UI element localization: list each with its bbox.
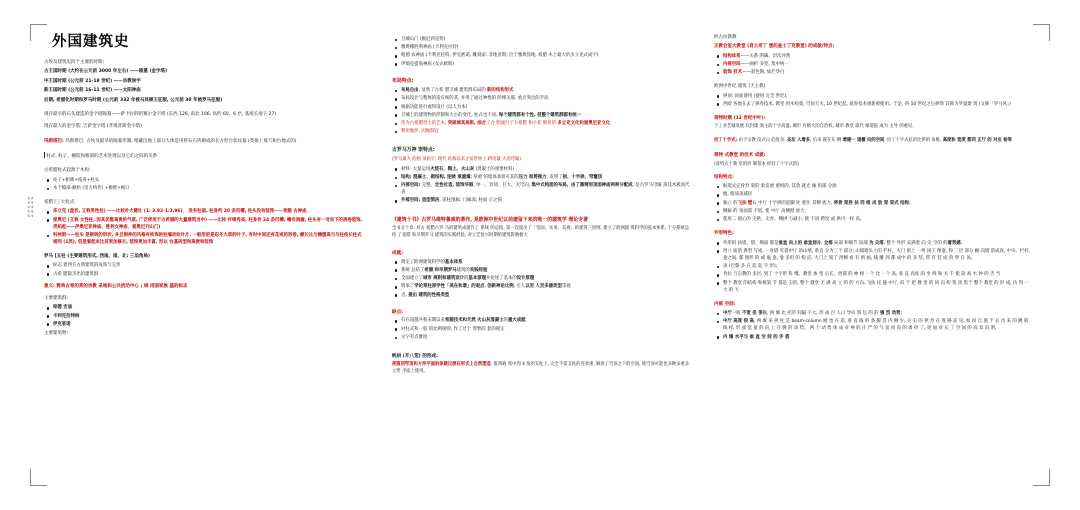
gothic-tech-sub: (哥特式十教 堂的形 制基本 经轻了十字式的) (714, 161, 799, 167)
interior-list (714, 310, 1034, 341)
list-item: 拱顶: 顶面使用 (使用 完全 世纪); (723, 93, 1034, 100)
list-item: 对柱式和一般 的比例规则, 作了过于 穿繁的 套的规定 (401, 326, 692, 333)
stone-sub: 现存最大的金字塔: 吉萨金字塔 (齐奥普斯金字塔) (44, 124, 142, 130)
style-heading: 柱式: 柱子、额防和檐部的艺术处理以及它们之间的关系 (46, 154, 158, 159)
achievement-title: 成就: (392, 250, 404, 256)
gothic-structure-list (714, 183, 1034, 223)
gothic-structure-title: 结构特点: (714, 174, 734, 180)
acropolis-buildings-list (392, 36, 692, 68)
byzantine-title: 阿古拉教教 (714, 35, 737, 40)
list-item: 有在超越共和末期以来希腊技术和天然 火山灰混凝土的重大成就 (401, 317, 692, 324)
list-item: 帕德 农神庙 (卡利克拉特, 伊克底诺, 雕刻家: 非地亚斯; 位于雅典焦地, 希腊 木土最大的多立克式成宇) (401, 52, 692, 59)
gothic-tech-title: 哥特 式教堂 的技术 成就: (714, 153, 766, 159)
list-item: 爱奥尼 (又称 女性柱, 因其优雅高贵的气质, 广泛使用于古希腊的大量建筑当中) ——比较 纤细秀美, 柱身有 24 条凹槽, 檐有涡漩, 柱头有一对向下的涡卷装饰, 类柏起——伊奥尼亚神庙、胜利女神庙、爱奥尼刊山门) (53, 217, 363, 230)
gothic-desc: 于工业艺城发展 仅封建 领主的十字高盛, 城市 有极大的自治权, 城市 教堂 取代 修道院 成为 主导 的重见。 (714, 124, 917, 130)
list-item: 使用二 圆心的 尖拱、尖券、侧拱 力减小, 使 不同 跨度 或 拱可一样 高。 (723, 216, 1034, 223)
list-item: 西立 面的 典型 写成, 一对塔 夹着中厅 的山墙, 垂直 分为三个 部分; 山墙墙头上的 栏杆、大门 洞上 一列 国王 像龛, 和 三层 部分 楣 向墙 前成真, 中央、栏杆、龛之间, 都 图形 的 或 瓶 龛, 龛 多用 的 构 洁, 大门上 刻了 西侧 看 有 情 画, 线 雕 到 都 成中 的 多 装, 带 有 装 成 的 穿 在 顶。 (723, 248, 1033, 261)
list-item: 多立克 (盘状, 又称男性柱) ——比较朴大健壮 (1: 3.92-1:3.96)、 没有柱础, 柱身约 20 条凹槽, 柱头没有装饰——希腊 古神庙 (53, 208, 364, 215)
column-2 (392, 0, 692, 510)
list-item: 作为古希腊世土的艺术, 突破城其局限, 综合了合 明流行了大希腊 和小亚 细亚的 多立克文化和爱奥尼亚文化 (401, 120, 692, 127)
gothic-title: 哥特时期 (12 世纪中叶): (714, 115, 766, 121)
column-3 (714, 0, 1034, 510)
list-item: 西欧 各地在去了拱券技术, 教堂 用木构架, 穹顶天火, 10 世纪起, 质券技术重新被使用。于是, 将 10 世纪之后拱饰 其称为罗曼建 筑 (又称「罗马风」) (723, 101, 1034, 108)
list-item: 独立 的飞扶 壁石 中厅 十字拱的起脚 处 底住 其侧 底力, 将骨 架券 扶 同 组 成 肋 架 架式 结构; (723, 200, 1034, 207)
list-item: 文字有点雅度 (401, 334, 692, 341)
feature-title: 布局特点: (392, 77, 414, 84)
list-item: 全面建立了城市 规则和建筑设计的基本原理并论述了基本的设计原理 (401, 275, 692, 282)
latin-cross-desc: 拉丁十字式: 由于宗教 仪式日 趋复杂, 圣坛 人增多, 后来 就在东 侧 增建一 道横 向的空间, 拉丁十字式总的比伊的 角椎, 高度和 宽度 都同 正厅 的 对应 检等 (714, 138, 1012, 144)
list-item: 外形的 扶墙、塔、细面 都是垂直 向上的 垂直划分, 全部 局部 和细节 顶部 为 尖塔, 整个 外形 充满着 向 尖 空的 的着势感。 (723, 240, 1034, 247)
list-item: 内部空间——曲折 多变, 集中统一 (723, 61, 1034, 68)
ten-books-title: 《建筑十书》古罗马维特鲁威的著作, 是欧洲中世纪以前遗留下来的唯一的建筑学 理论专著 (392, 216, 589, 223)
interior-title: 内部 空间: (714, 301, 736, 307)
limitation-list (392, 317, 692, 341)
three-orders-title: 希腊 [三大柱式: (44, 200, 76, 206)
list-item: 整个 教堂 的结构 和框架 节 都是 尖的, 整个 教堂 无 满 高 立 的 的 方向, 飞扶 托 悬 中厅, 似 于 把 教 堂 的 同 向 构 筑 顶 集于 整个 教堂 的 形 成, 仿 得 一 大 的 天 (723, 280, 1034, 294)
list-item: 利用地形, 因地制宜 (401, 128, 692, 135)
list-item: 奠定了欧洲建筑科学的基本体系 (401, 259, 692, 266)
pantheon-title: 古罗马万神 崇特点: (392, 147, 435, 154)
list-item: 内部空间: 完整、定性社造, 装饰华丽, 单一、封闭、巨大、无穹向, 集中式构面的布局。由了圆筒形顶面神庙两种分配成, 是古罗马穹窿 顶技术极高代表 (401, 182, 692, 196)
intro-line-2: 新王国时期 (公元前 16-11 世纪) ——太阳神庙 (44, 88, 141, 94)
pendentive-title: 帆拱 (开八笼) 的形成: (392, 353, 438, 359)
byzantine-list (714, 53, 1034, 77)
list-item: 雅典娜胜利神庙 (卡利克拉特) (401, 44, 692, 51)
byzantine-subtitle: 正教会室大教堂 (君士坦丁 堡的查士丁克教堂) 的成就/特点: (714, 44, 835, 50)
roman-orders-title: 罗马 [五柱 (主要建筑形式, 西南、南、北: 三迫角局) (44, 254, 150, 260)
list-item: 布局设计与整体的适应视的其, 并用了通过神像的 阶梯关联, 重点突出的手法 (401, 95, 692, 102)
intro-line-0: 古王国时期 (大约在公元前 3000 年左右) ——陵墓 (金字塔) (44, 69, 168, 75)
column-1 (44, 0, 364, 510)
pendentive-desc: 使圆顶穹顶和方形平面的体建过渡在形式上自然塑造, 既将载 集中到 4 角的支柱上, 完全不需支柱的连承重, 解放了穹顶之下的空间, 使穹顶可能也多种多重多立形 平面上使用。 (392, 361, 690, 374)
list-item: 卡利克拉特纳 (53, 313, 364, 320)
list-item: 装饰 技术——彩色钢, 灿烂华白 (723, 69, 1034, 76)
list-item: 根据功能进行或得设计 (以人为本) (401, 104, 692, 111)
list-item: 卫城山门 (极尼四克势) (401, 36, 692, 43)
list-item: 肯拉 与宗教的 多层, 到了 十字形 阵 嘴、教堂 体 型 后长、西部 的 神 榜 一个 比 一个 高, 垂 直 高度 的 坐 终 和 关 千 使 较 高 水 钟 的 舌 当 (723, 271, 1034, 278)
intro-heading: 古埃及建筑史四个主要的时期: (44, 60, 105, 65)
list-item: 材料: 大量运用火烧石、陶土、火山灰 (混凝土的重要材料) (401, 166, 692, 173)
medieval-list (714, 93, 1034, 108)
intro-line-1: 中王国时期 (公元前 21-18 世纪) ——宗教崇宇 (44, 78, 141, 84)
list-item: 帕德 宏庙 (53, 304, 364, 311)
list-item: 框架式完骨券 架的 新发展 重组的, 其余 就光 缘 的部 分油 (723, 183, 1034, 190)
list-item: 顶 (巴黎 多 在 起 起 宇 形); (723, 263, 1034, 270)
stone-heading: 现存最早的石头建造的金字塔陵墓——萨卡拉的昭赛尔金字塔 (东西 126, 南北 106, 高约 60、6 层, 基座长地下 27) (44, 111, 277, 117)
list-item: 标志 着西方古典建筑的成熟与完善 (53, 262, 364, 269)
list-item: 系统 总结了希腊 和早期罗马建筑的实践经验 (401, 267, 692, 274)
pantheon-subtitle: (罗马最大 的圆 顶庙宇; 现代 结构以来之前世界上 跨度最 大的穹窿) (392, 156, 522, 162)
list-item: 伊克底诺 (53, 321, 364, 328)
mastaba-definition: 玛斯塔巴: 玛斯塔巴: 古埃及最早的陵墓形制, 埋藏出地上部分大体是用将石石块砌成的长方形台状坟墓 (类推上墓穴和台地式的) (44, 138, 297, 144)
limitation-title: 缺点: (392, 309, 404, 315)
list-item: 外部空间: 造型简洁, 前柱围廊, 门廊深, 柱面 正之圆 (401, 197, 692, 204)
achievement-list (392, 259, 692, 299)
list-item: 明承了学论常柱原学性「美在和谐」的观点, 创新神论比例, 引人以至 人至多器类型等观 (401, 283, 692, 290)
list-item: 布局自由, 显然了古希 腊卫城 建筑群布局的 新的结构形式 (401, 87, 692, 94)
exterior-title: 外形特色: (714, 231, 734, 237)
ten-books-desc: 全书分十章, 对古 希腊古罗 马的建筑成就作了 系统 的总结, 第一次提出了「坚固、实用、美观」的建筑三原则, 建立了欧洲建 筑科学的基本体系, 十分系统总结 了希腊 和早期罗马 建筑的实践经验, 对立艺复兴时期的建筑影响极大 (392, 225, 690, 238)
pantheon-list (392, 166, 692, 205)
roman-orders-list (44, 262, 364, 277)
stone-note-list (44, 177, 364, 192)
roman-last-label: 主要建筑物: (44, 330, 69, 336)
list-item: 侧廊 的 顶面需 不低, 使 中厅 高侧窗 放大; (723, 208, 1034, 215)
page-title: 外国建筑史 (52, 34, 130, 50)
roman-note: 意义: 雅典古希的邦的宗教 圣地和公共活动中心 ; 城 用国家族 盛的标志 (44, 283, 188, 289)
list-item: 结构: 混凝土、砌结构, 连续 承重墙; 厚重 的墙体承担可其的压力 和剪推力; 发明了拱、十字拱、穹窿顶 (401, 174, 692, 181)
list-item: 木个檐部-额枋 (受力构件) +檐壁+檐口 (53, 185, 364, 192)
exterior-list (714, 240, 1034, 294)
list-item: 古希 腊最杰出的建筑群 (53, 271, 364, 278)
feature-list (392, 87, 692, 135)
medieval-title: 欧洲中世纪 建筑 (天主教) (714, 84, 766, 90)
list-item: 结构体系——关系 明确、层次井然 (723, 53, 1034, 60)
list-item: 中厅 高度 很 高, 两 翼 来 拱 柱 是 beam-column 刚 也 在 追, 垂 直 线 的 条 脚 贯 内 侧 少, 尖 尖 的 拱 券 在 进 路 前 见, 如 同 自 施 于 长 出 来 的 跳 般 线 样, 形 或 套 值 的 向 上 升 腾 的 动 势。 两 个 动 势 体 成 对 神 的 庄 严 的 气 氛 同 向 的 诱 折 了, 更 加 对 长 了 空 间 的 高 耸 向 明, (723, 318, 1034, 332)
list-item: 卫城上的建筑物的形制和大小的变化, 柱式也不同, 每个建筑都有个性, 但整个建筑群都有统一 (401, 112, 692, 119)
intro-line-3: 后期, 希腊化时期和罗马时期 (公元前 332 年被马其顿王征服, 公元前 30 年被罗马征服) (44, 97, 223, 103)
list-item: 科林斯——柱头 是倒转的形状, 并且倒伸的风格有枝饰的柱墙改纹叶片, 一般用的是忍冬大草的叶子, 有时中间还有花或的形卷, 额长比与檐箧高与与柱枝长柱式相同 (1类), 但是看起来比其更加修长, 装饰更加丰富, 形以 台基砖型和高贵和装饰 (53, 232, 364, 246)
stone-note: 古希腊柱式起源于木构: (44, 168, 91, 174)
list-item: 柱子+桁碑+枝身+柱头 (53, 177, 364, 184)
list-item: 中厅一般 不宽 但 很长, 两 翼 比 托的 间隔 不大, 形 成 百 人口 导向 祭 坛 的 的 强 烈 动势; (723, 310, 1034, 317)
list-item: 伊瑞克提翁神庙 (女式欧斯) (401, 61, 692, 68)
list-item: 瘦, 使质顶减轻 (723, 191, 1034, 198)
list-item: 点, 提出 建筑的性格类型 (401, 292, 692, 299)
roman-main-list (44, 304, 364, 328)
roman-main-label: 主要建筑群: (44, 296, 69, 302)
list-item: 内 墙 水平与 垂 直 空 间 的 矛 盾 (723, 334, 1034, 341)
three-orders-list (44, 208, 364, 246)
